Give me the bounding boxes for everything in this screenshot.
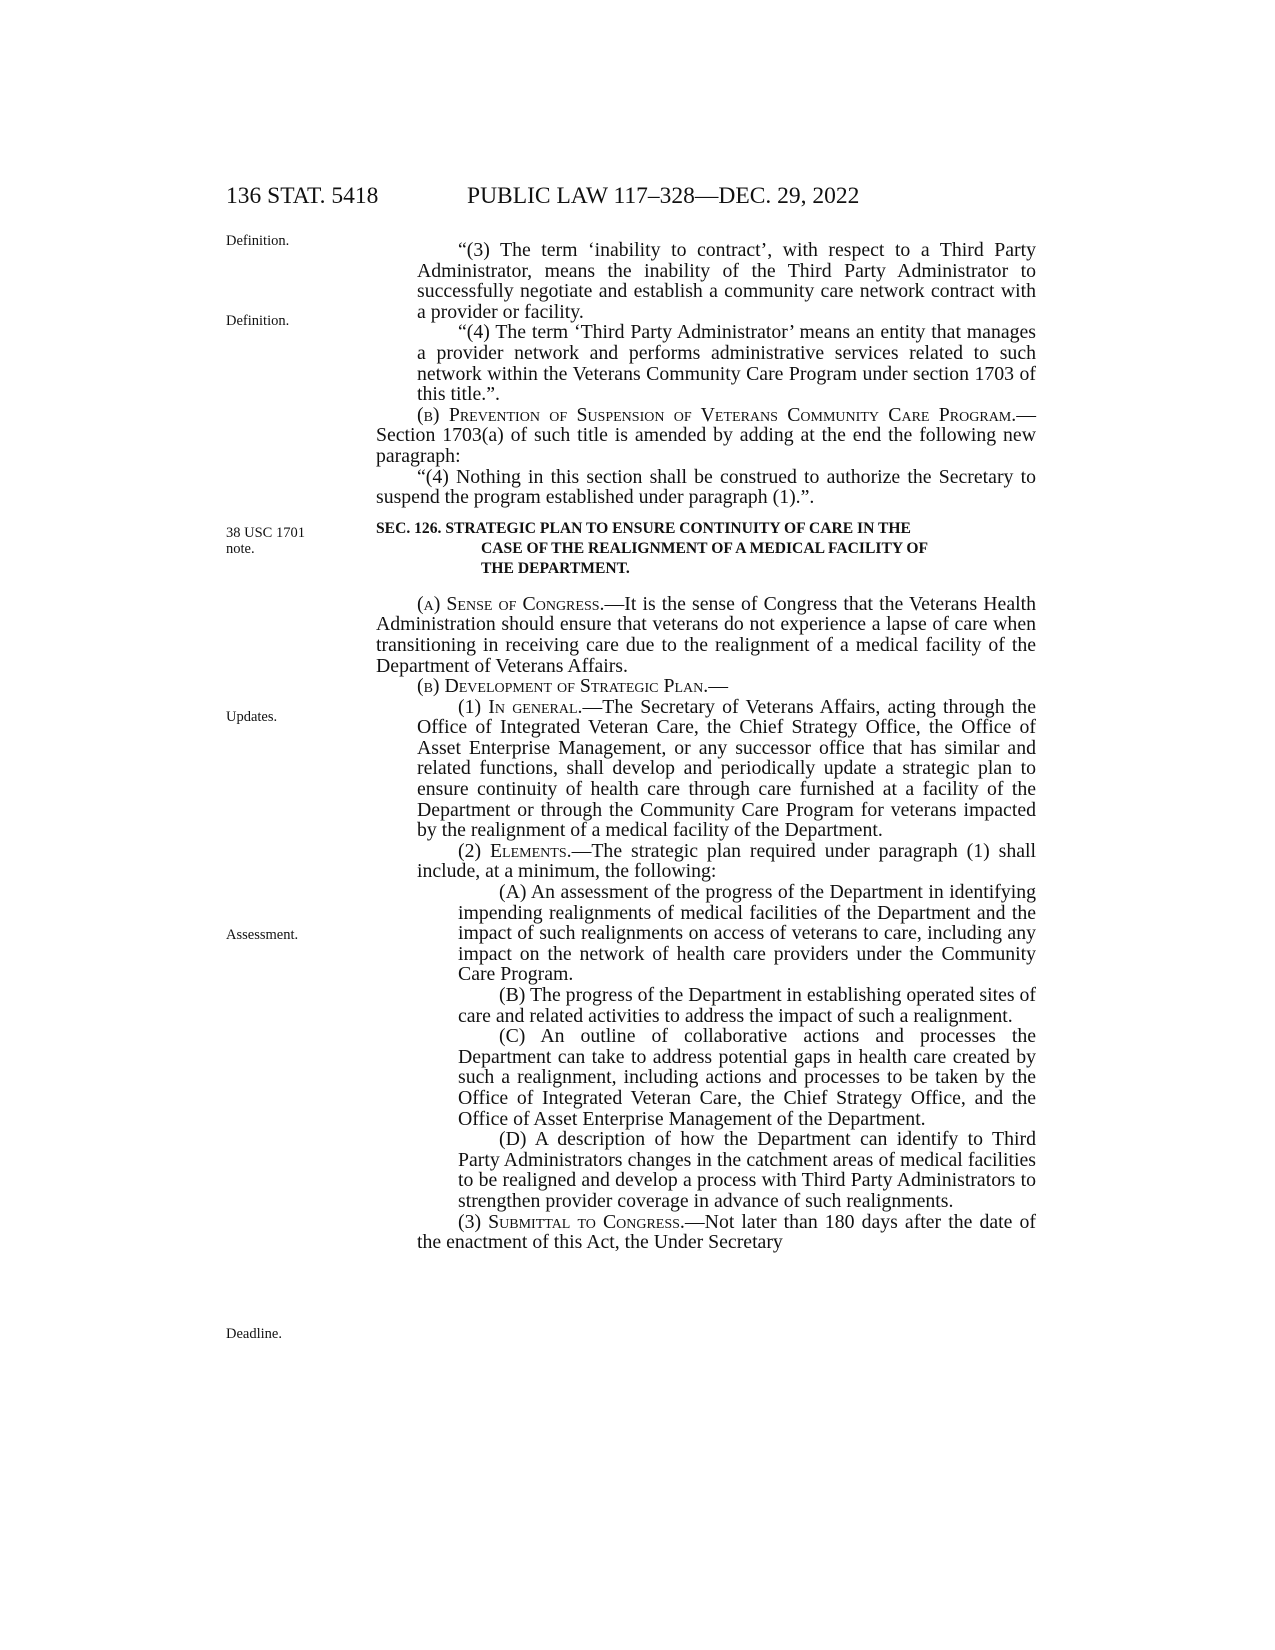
paragraph-a-sense-of-congress [376,594,1036,676]
margin-note-definition-1: Definition. [226,233,290,249]
subparagraph-d: (D) A description of how the Department can identify to Third Party Administrators changes in the catchment areas of medical facilities to be realigned and develop a process with Third Party Administrators to strengthen provider coverage in advance of such realignments. [458,1128,1036,1212]
margin-note-updates: Updates. [226,709,278,725]
paragraph-text: —Section 1703(a) of such title is amended by adding at the end the following new paragraph: [376,403,1036,467]
paragraph-text: —Not later than 180 days after the date of the enactment of this Act, the Under Secretary [417,1210,1037,1254]
paragraph-text: —The strategic plan required under paragraph (1) shall include, at a minimum, the following: [417,839,1036,883]
subparagraph-a: (A) An assessment of the progress of the Department in identifying impending realignments of medical facilities of the Department and the impact of such realignments on access of veterans to care, including any impact on the network of health care providers under the Community Care Program. [458,881,1036,986]
section-heading-line-2: CASE OF THE REALIGNMENT OF A MEDICAL FACILITY OF [481,539,929,557]
margin-note-deadline: Deadline. [226,1326,282,1342]
paragraph-b2-elements [376,841,1036,882]
section-heading-line-3: THE DEPARTMENT. [481,559,630,577]
paragraph-b1-in-general [376,697,1036,841]
paragraph-heading: (a) Sense of Congress. [417,592,605,615]
paragraph-text: —The Secretary of Veterans Affairs, acting through the Office of Integrated Veteran Care, the Chief Strategy Office, the Office of Asset Enterprise Management, or any successor office that has similar and related functions, shall develop and periodically update a strategic plan to ensure continuity of health care through care furnished at a facility of the Department or through the Community Care Program for veterans impacted by the realignment of a medical facility of the Department. [417,695,1036,842]
margin-note-usc-citation [226,525,305,557]
paragraph-heading: (b) Development of Strategic Plan. [417,675,709,698]
margin-note-assessment: Assessment. [226,927,299,943]
paragraph-b-prevention [376,405,1036,467]
paragraph-heading: (3) Submittal to Congress. [458,1210,685,1233]
paragraph-b3-submittal [376,1212,1036,1253]
public-law-title: PUBLIC LAW 117–328—DEC. 29, 2022 [467,183,860,209]
subparagraph-b: (B) The progress of the Department in establishing operated sites of care and related activities to address the impact of such a realignment. [458,984,1036,1027]
page-header [226,181,1036,211]
margin-note-usc-note: note. [226,541,255,557]
section-heading [376,519,1036,579]
margin-note-usc-line: 38 USC 1701 [226,525,305,541]
paragraph-text: —It is the sense of Congress that the Veterans Health Administration should ensure that veterans do not experience a lapse of care when transitioning in receiving care due to the realignment of a medical facility of the Department of Veterans Affairs. [376,592,1036,677]
margin-note-definition-2: Definition. [226,313,290,329]
subparagraph-c: (C) An outline of collaborative actions and processes the Department can take to address potential gaps in health care created by such a realignment, including actions and processes to be taken by the Office of Integrated Veteran Care, the Chief Strategy Office, and the Office of Asset Enterprise Management of the Department. [458,1025,1036,1130]
section-heading-line-1: SEC. 126. STRATEGIC PLAN TO ENSURE CONTINUITY OF CARE IN THE [376,519,911,537]
paragraph-heading: (2) Elements. [458,839,572,862]
paragraph-text: — [708,675,728,698]
paragraph-heading: (b) Prevention of Suspension of Veterans Community Care Program. [417,403,1017,426]
paragraph-definition-3: “(3) The term ‘inability to contract’, with respect to a Third Party Administrator, means the inability of the Third Party Administrator to successfully negotiate and establish a community care network contract with a provider or facility. [417,239,1036,323]
paragraph-heading: (1) In general. [458,695,583,718]
paragraph-new-4: “(4) Nothing in this section shall be construed to authorize the Secretary to suspend the program established under paragraph (1).”. [376,465,1036,509]
document-body [376,240,1036,1253]
statute-page-number: 136 STAT. 5418 [226,183,379,209]
paragraph-definition-4: “(4) The term ‘Third Party Administrator’ means an entity that manages a provider network and performs administrative services related to such network within the Veterans Community Care Program under section 1703 of this title.”. [417,321,1036,406]
paragraph-b-development [376,676,1036,697]
